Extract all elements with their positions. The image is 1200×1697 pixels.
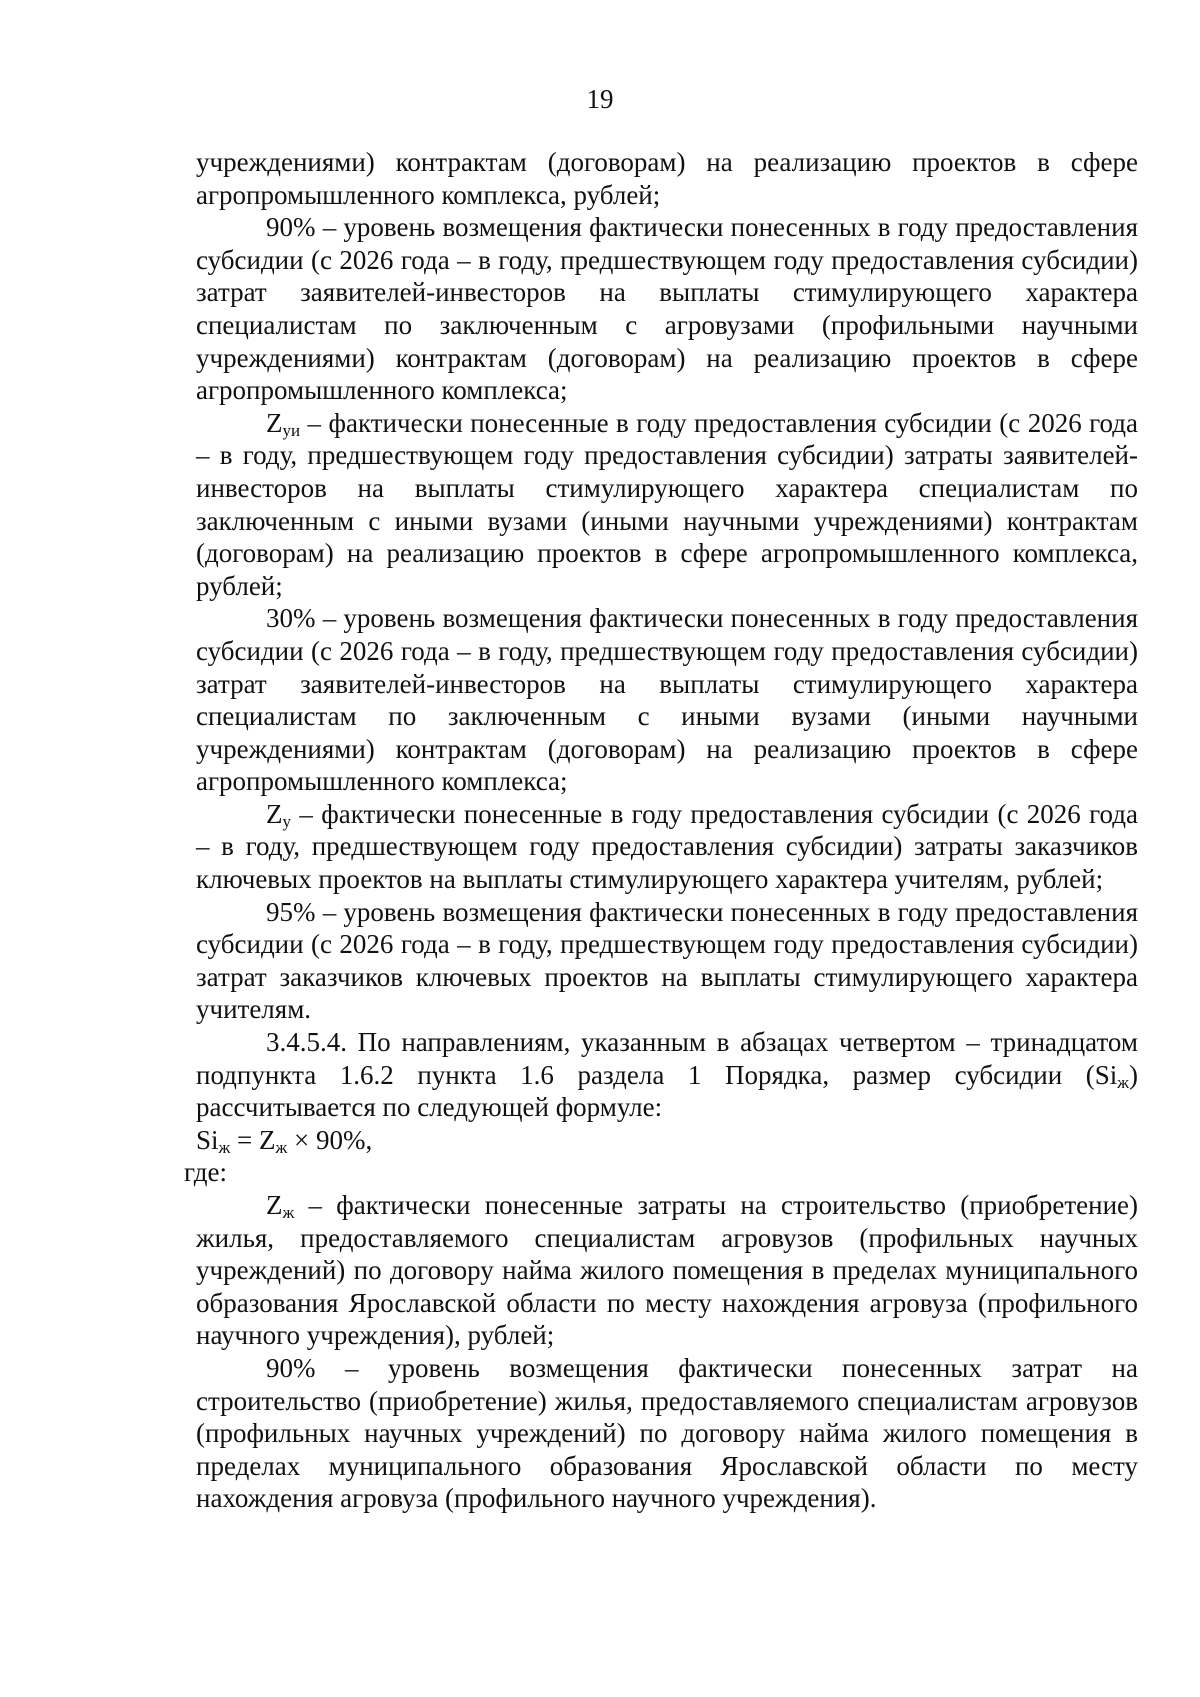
where-label: где: (184, 1157, 227, 1188)
formula-right-subscript: ж (275, 1137, 288, 1157)
paragraph-3 (196, 407, 1138, 603)
paragraph-1: учреждениями) контрактам (договорам) на реализацию проектов в сфере агропромышленного комплекса, рублей; (196, 147, 1138, 210)
paragraph-text: – фактически понесенные затраты на строительство (приобретение) жилья, предоставляемого специалистам агровузов (профильных научных учреждений) по договору найма жилого помещения в пределах муниципального образования Ярославской области по месту нахождения агровуза (профильного научного учреждения), рублей; (196, 1190, 1138, 1351)
formula-equals: = (230, 1124, 260, 1155)
paragraph-5 (196, 798, 1138, 896)
paragraph-4: 30% – уровень возмещения фактически понесенных в году предоставления субсидии (с 2026 года – в году, предшествующем году предоставления субсидии) затрат заявителей-инвесторов на выплаты стимулирующего характера специалистам по заключенным с иными вузами (иными научными учреждениями) контрактам (договорам) на реализацию проектов в сфере агропромышленного комплекса; (196, 603, 1138, 797)
document-body (184, 146, 1138, 1515)
formula-left-symbol: Si (196, 1124, 219, 1155)
formula (196, 1124, 1138, 1157)
symbol-subscript: у (282, 811, 291, 831)
paragraph-9: 90% – уровень возмещения фактически понесенных затрат на строительство (приобретение) жилья, предоставляемого специалистам агровузов (профильных научных учреждений) по договору найма жилого помещения в пределах муниципального образования Ярославской области по месту нахождения агровуза (профильного научного учреждения). (196, 1352, 1138, 1514)
page-number: 19 (586, 84, 614, 114)
symbol-z: Z (266, 798, 283, 829)
paragraph-text: ) рассчитывается по следующей формуле: (196, 1059, 1138, 1123)
symbol-subscript: ж (1117, 1072, 1129, 1092)
symbol-z: Z (266, 1190, 283, 1220)
paragraph-8 (196, 1189, 1138, 1352)
symbol-z: Z (266, 407, 283, 438)
symbol-subscript: ж (282, 1203, 295, 1222)
symbol-subscript: уи (282, 420, 301, 440)
formula-rest: × 90%, (287, 1124, 373, 1155)
paragraph-2: 90% – уровень возмещения фактически понесенных в году предоставления субсидии (с 2026 года – в году, предшествующем году предоставления субсидии) затрат заявителей-инвесторов на выплаты стимулирующего характера специалистам по заключенным с агровузами (профильными научными учреждениями) контрактам (договорам) на реализацию проектов в сфере агропромышленного комплекса; (196, 212, 1138, 406)
paragraph-text: – фактически понесенные в году предоставления субсидии (с 2026 года – в году, предшествующем году предоставления субсидии) затраты заявителей-инвесторов на выплаты стимулирующего характера специалистам по заключенным с иными вузами (иными научными учреждениями) контрактам (договорам) на реализацию проектов в сфере агропромышленного комплекса, рублей; (196, 407, 1138, 601)
formula-right-symbol: Z (259, 1124, 276, 1155)
paragraph-text: – фактически понесенные в году предоставления субсидии (с 2026 года – в году, предшествующем году предоставления субсидии) затраты заказчиков ключевых проектов на выплаты стимулирующего характера учителям, рублей; (196, 798, 1138, 895)
paragraph-6: 95% – уровень возмещения фактически понесенных в году предоставления субсидии (с 2026 года – в году, предшествующем году предоставления субсидии) затрат заказчиков ключевых проектов на выплаты стимулирующего характера учителям. (196, 896, 1138, 1025)
paragraph-text: 3.4.5.4. По направлениям, указанным в абзацах четвертом – тринадцатом подпункта 1.6.2 пункта 1.6 раздела 1 Порядка, размер субсидии (Si (196, 1027, 1138, 1090)
paragraph-7 (196, 1026, 1138, 1124)
formula-left-subscript: ж (218, 1137, 231, 1157)
